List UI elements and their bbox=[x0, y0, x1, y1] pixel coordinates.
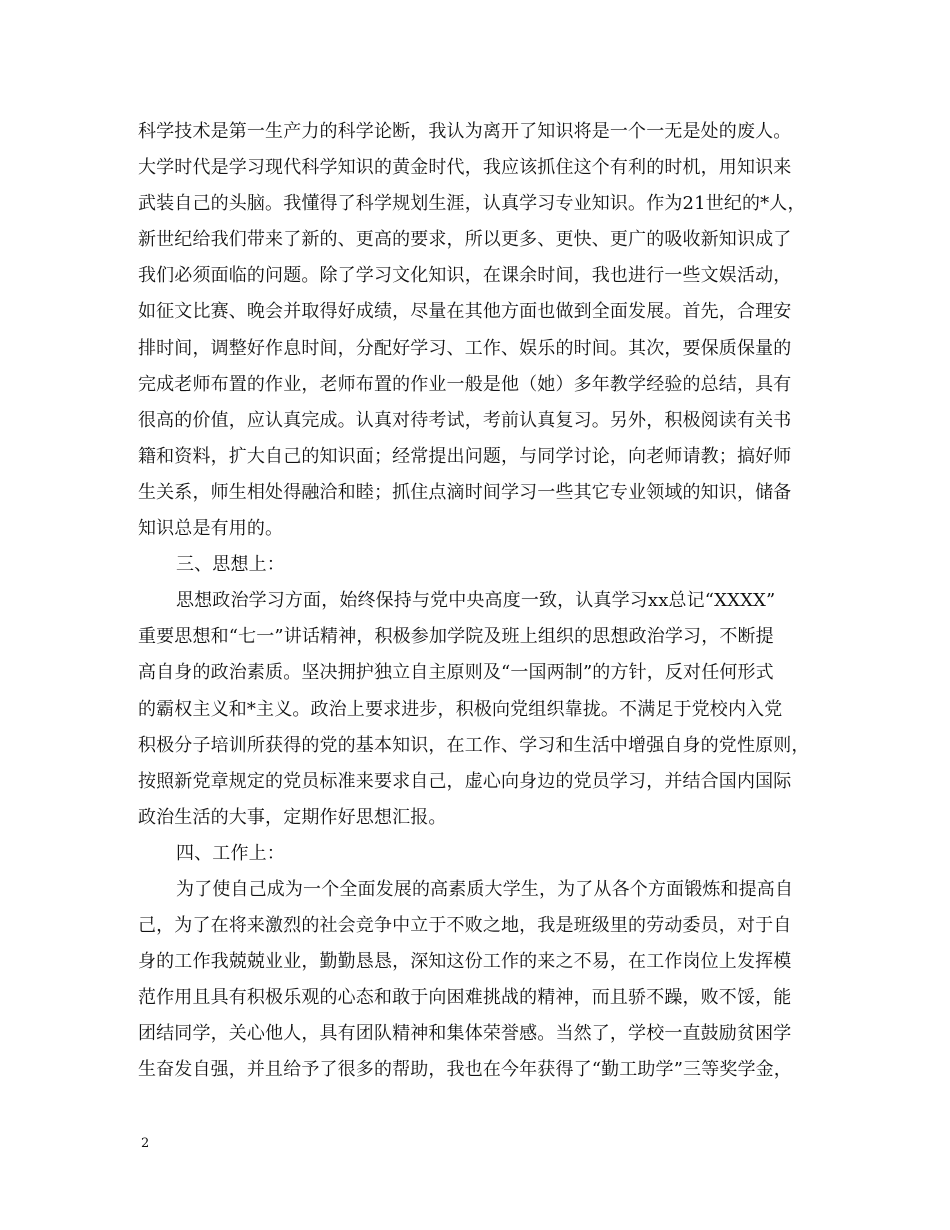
page-number: 2 bbox=[141, 1136, 150, 1151]
text-line: 武装自己的头脑。我懂得了科学规划生涯，认真学习专业知识。作为21世纪的*人， bbox=[138, 193, 806, 215]
text-line: 积极分子培训所获得的党的基本知识，在工作、学习和生活中增强自身的党性原则， bbox=[138, 734, 810, 756]
text-line: 按照新党章规定的党员标准来要求自己，虚心向身边的党员学习，并结合国内国际 bbox=[138, 770, 792, 792]
text-line: 新世纪给我们带来了新的、更高的要求，所以更多、更快、更广的吸收新知识成了 bbox=[138, 229, 792, 251]
text-line: 范作用且具有积极乐观的心态和敢于向困难挑战的精神，而且骄不躁，败不馁，能 bbox=[138, 987, 792, 1009]
text-line: 知识总是有用的。 bbox=[138, 518, 284, 540]
text-line: 排时间，调整好作息时间，分配好学习、工作、娱乐的时间。其次，要保质保量的 bbox=[138, 337, 792, 359]
text-line: 高自身的政治素质。坚决拥护独立自主原则及“一国两制”的方针，反对任何形式 bbox=[138, 662, 774, 684]
text-line: 三、思想上： bbox=[176, 554, 285, 576]
body-text bbox=[138, 114, 828, 1089]
text-line: 己，为了在将来激烈的社会竞争中立于不败之地，我是班级里的劳动委员，对于自 bbox=[138, 915, 792, 937]
text-line: 团结同学，关心他人，具有团队精神和集体荣誉感。当然了，学校一直鼓励贫困学 bbox=[138, 1023, 792, 1045]
text-line: 思想政治学习方面，始终保持与党中央高度一致，认真学习xx总记“XXXX” bbox=[176, 590, 776, 612]
text-line: 大学时代是学习现代科学知识的黄金时代，我应该抓住这个有利的时机，用知识来 bbox=[138, 157, 792, 179]
text-line: 生关系，师生相处得融洽和睦；抓住点滴时间学习一些其它专业领域的知识，储备 bbox=[138, 481, 792, 503]
text-line: 籍和资料，扩大自己的知识面；经常提出问题，与同学讨论，向老师请教；搞好师 bbox=[138, 445, 792, 467]
text-line: 政治生活的大事，定期作好思想汇报。 bbox=[138, 806, 447, 828]
text-line: 为了使自己成为一个全面发展的高素质大学生，为了从各个方面锻炼和提高自 bbox=[176, 878, 794, 900]
text-line: 重要思想和“七一”讲话精神，积极参加学院及班上组织的思想政治学习，不断提 bbox=[138, 626, 774, 648]
text-line: 我们必须面临的问题。除了学习文化知识，在课余时间，我也进行一些文娱活动， bbox=[138, 265, 792, 287]
text-line: 很高的价值，应认真完成。认真对待考试，考前认真复习。另外，积极阅读有关书 bbox=[138, 409, 792, 431]
text-line: 身的工作我兢兢业业，勤勤恳恳，深知这份工作的来之不易，在工作岗位上发挥模 bbox=[138, 951, 792, 973]
text-line: 的霸权主义和*主义。政治上要求进步，积极向党组织靠拢。不满足于党校内入党 bbox=[138, 698, 783, 720]
text-line: 如征文比赛、晚会并取得好成绩，尽量在其他方面也做到全面发展。首先，合理安 bbox=[138, 301, 792, 323]
text-line: 完成老师布置的作业，老师布置的作业一般是他（她）多年教学经验的总结，具有 bbox=[138, 373, 792, 395]
text-line: 生奋发自强，并且给予了很多的帮助，我也在今年获得了“勤工助学”三等奖学金， bbox=[138, 1059, 792, 1081]
text-line: 科学技术是第一生产力的科学论断，我认为离开了知识将是一个一无是处的废人。 bbox=[138, 121, 792, 142]
text-line: 四、工作上： bbox=[176, 842, 285, 864]
